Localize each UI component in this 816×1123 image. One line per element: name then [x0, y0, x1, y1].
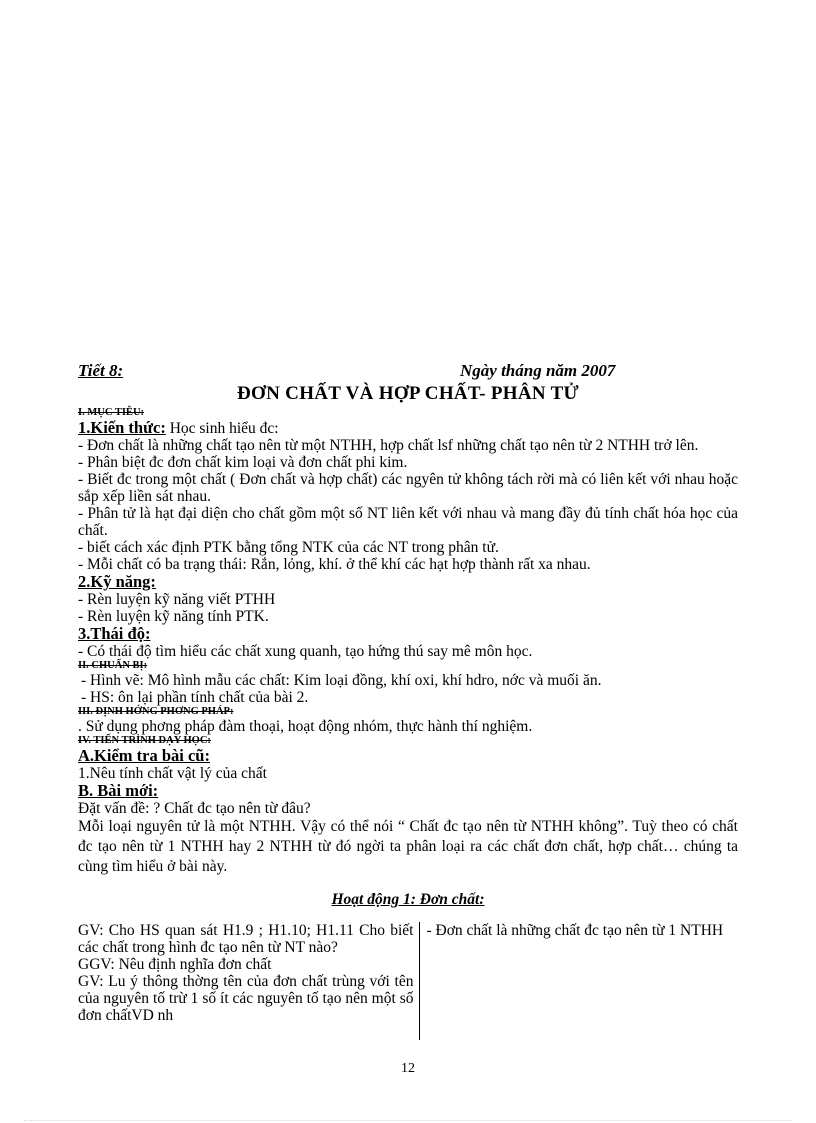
knowledge-item: - Đơn chất là những chất tạo nên từ một NTHH, hợp chất lsf những chất tạo nên từ 2 NTHH trở lên. [78, 437, 699, 454]
page-number: 12 [401, 1061, 415, 1076]
knowledge-heading: 1.Kiến thức: [78, 418, 166, 437]
knowledge-item: - Phân tử là hạt đại diện cho chất gồm một số NT liên kết với nhau và mang đầy đủ tính chất hóa học của chất. [78, 505, 738, 539]
activity-table [78, 922, 738, 1040]
check-heading: A.Kiểm tra bài cũ: [78, 746, 210, 765]
attitude-item: - Có thái độ tìm hiểu các chất xung quanh, tạo hứng thú say mê môn học. [78, 643, 533, 660]
lesson-date: Ngày tháng năm 2007 [460, 361, 616, 380]
knowledge-line [78, 419, 738, 437]
method-item: . Sử dụng phơng pháp đàm thoại, hoạt động nhóm, thực hành thí nghiệm. [78, 718, 533, 735]
new-lesson-item: Mỗi loại nguyên tử là một NTHH. Vậy có thể nói “ Chất đc tạo nên từ NTHH không”. Tuỳ theo có chất đc tạo nên từ 1 NTHH hay 2 NTHH từ đó ngời ta phân loại ra các chất đơn chất, hợp chất… chúng ta cùng tìm hiểu ở bài này. [78, 818, 738, 875]
content-line: - Đơn chất là những chất đc tạo nên từ 1 NTHH [426, 922, 724, 939]
section-heading-process: IV. TIẾN TRÌNH DẠY HỌC: [78, 735, 211, 746]
teacher-column [78, 922, 419, 1040]
activity-title: Hoạt động 1: Đơn chất: [331, 891, 485, 908]
knowledge-item: - Phân biệt đc đơn chất kim loại và đơn chất phi kim. [78, 454, 408, 471]
lesson-number: Tiết 8: [78, 361, 124, 380]
new-lesson-heading: B. Bài mới: [78, 781, 159, 800]
section-heading-method: III. ĐỊNH HỚNG PHƠNG PHÁP: [78, 706, 234, 717]
prep-item: - HS: ôn lại phần tính chất của bài 2. [81, 689, 309, 706]
prep-item: - Hình vẽ: Mô hình mẫu các chất: Kim loại đồng, khí oxi, khí hdro, nớc và muối ăn. [81, 672, 602, 689]
section-heading-preparation: II. CHUẨN BỊ: [78, 660, 148, 671]
skills-item: - Rèn luyện kỹ năng viết PTHH [78, 591, 276, 608]
knowledge-item: - Mỗi chất có ba trạng thái: Rắn, lỏng, khí. ở thể khí các hạt hợp thành rất xa nhau. [78, 556, 591, 573]
teacher-line: GGV: Nêu định nghĩa đơn chất [78, 956, 272, 973]
content-column [420, 922, 738, 1040]
knowledge-intro: Học sinh hiểu đc: [169, 420, 279, 437]
teacher-line: GV: Lu ý thông thờng tên của đơn chất trùng với tên của nguyên tố trừ 1 số ít các nguyên tố tạo nên một số đơn chấtVD nh [78, 973, 414, 1024]
content-area [78, 362, 738, 1040]
knowledge-item: - Biết đc trong một chất ( Đơn chất và hợp chất) các ngyên tử không tách rời mà có liên kết với nhau hoặc sắp xếp liền sát nhau. [78, 471, 738, 505]
new-lesson-item: Đặt vấn đề: ? Chất đc tạo nên từ đâu? [78, 800, 311, 817]
knowledge-item: - biết cách xác định PTK bằng tổng NTK của các NT trong phân tử. [78, 539, 499, 556]
teacher-line: GV: Cho HS quan sát H1.9 ; H1.10; H1.11 Cho biết các chất trong hình đc tạo nên từ NT nào? [78, 922, 414, 956]
attitude-heading: 3.Thái độ: [78, 624, 151, 643]
skills-item: - Rèn luyện kỹ năng tính PTK. [78, 608, 269, 625]
check-item: 1.Nêu tính chất vật lý của chất [78, 765, 267, 782]
section-heading-objectives: I. MỤC TIÊU: [78, 407, 145, 418]
page-bottom-border [24, 1120, 792, 1122]
header-row [78, 362, 738, 382]
lesson-title: ĐƠN CHẤT VÀ HỢP CHẤT- PHÂN TỬ [237, 383, 579, 404]
skills-heading: 2.Kỹ năng: [78, 572, 156, 591]
